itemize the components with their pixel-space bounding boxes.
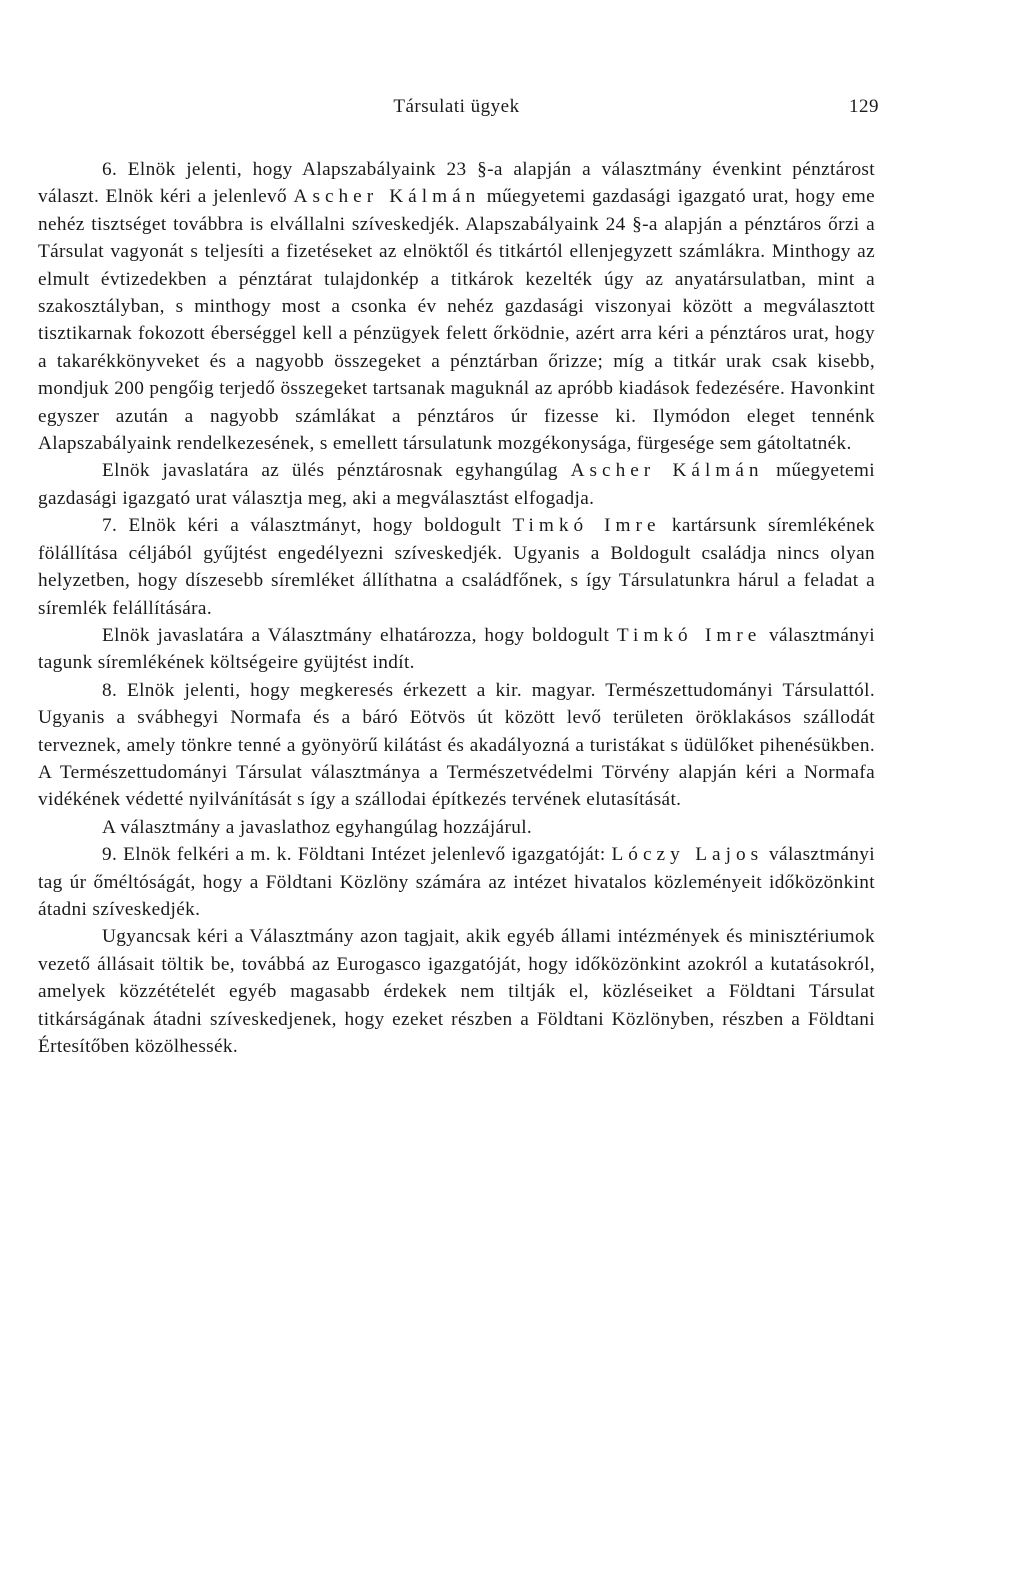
paragraph: [38, 814, 875, 841]
text-run: Elnök javaslatára a Választmány elhatározza, hogy boldogult: [102, 624, 617, 646]
text-run: műegyetemi gazdasági igazgató urat választja meg, aki a megválasztást elfogadja.: [38, 460, 875, 509]
paragraph: [38, 841, 875, 923]
document-page: [38, 60, 879, 1060]
running-head: [38, 60, 879, 117]
spaced-name: Timkó Imre: [512, 515, 661, 537]
running-head-title: Társulati ügyek: [393, 96, 520, 117]
paragraph: [38, 457, 875, 512]
text-run: 6. Elnök jelenti, hogy Alapszabályaink 23 §-a alapján a választmány évenkint pénztárost választ. Elnök kéri a jelenlevő: [38, 159, 875, 208]
paragraph: [38, 923, 875, 1060]
spaced-name: Timkó Imre: [616, 624, 762, 646]
text-run: kartársunk síremlékének fölállítása céljából gyűjtést engedélyezni szíveskedjék. Ugyanis a Boldogult családja nincs olyan helyzetben, hogy díszesebb síremléket állíthatna a családfőnek, s így Társulatunkra hárul a feladat a síremlék felállítására.: [38, 515, 875, 619]
text-run: 9. Elnök felkéri a m. k. Földtani Intézet jelenlevő igazgatóját:: [102, 844, 612, 866]
paragraph: [38, 512, 875, 622]
spaced-name: Ascher Kálmán: [570, 460, 764, 482]
text-run: Elnök javaslatára az ülés pénztárosnak egyhangúlag: [102, 460, 571, 482]
text-run: választmányi tagunk síremlékének költségeire gyüjtést indít.: [38, 624, 875, 674]
text-run: Ugyancsak kéri a Választmány azon tagjait, akik egyéb állami intézmények és minisztériumok vezető állásait töltik be, továbbá az Eurogasco igazgatóját, hogy időközönkint azokról a kutatásokról, amelyek közzétételét egyéb magasabb érdekek nem tiltják el, közléseiket a Földtani Társulat titkárságának átadni szíveskedjenek, hogy ezeket részben a Földtani Közlönyben, részben a Földtani Értesítőben közölhessék.: [38, 926, 875, 1057]
spaced-name: Lóczy Lajos: [611, 844, 764, 866]
text-run: 7. Elnök kéri a választmányt, hogy boldogult: [102, 515, 513, 537]
text-run: műegyetemi gazdasági igazgató urat, hogy eme nehéz tisztséget továbbra is elvállalni szíveskedjék. Alapszabályaink 24 §-a alapján a pénztáros őrzi a Társulat vagyonát s teljesíti a fizetéseket az elnöktől és titkártól ellenjegyzett számlákra. Minthogy az elmult évtizedekben a pénztárat tulajdonkép a titkárok kezelték úgy az anyatársulatban, mint a szakosztályban, s minthogy most a csonka év nehéz gazdasági viszonyai között a megválasztott tisztikarnak fokozott éberséggel kell a pénzügyek felett őrködnie, azért arra kéri a pénztáros urat, hogy a takarékkönyveket és a nagyobb összegeket a pénztárban őrizze; míg a titkár urak csak kisebb, mondjuk 200 pengőig terjedő összegeket tartsanak maguknál az apróbb kiadások fedezésére. Havonkint egyszer azután a nagyobb számlákat a pénztáros úr fizesse ki. Ilymódon eleget tennénk Alapszabályaink rendelkezesének, s emellett társulatunk mozgékonysága, fürgesége sem gátoltatnék.: [38, 186, 875, 455]
text-run: A választmány a javaslathoz egyhangúlag hozzájárul.: [102, 816, 533, 838]
paragraph: [38, 677, 875, 814]
paragraph: [38, 622, 875, 677]
body-text: [38, 156, 875, 1060]
spaced-name: Ascher Kálmán: [293, 186, 481, 208]
text-run: 8. Elnök jelenti, hogy megkeresés érkezett a kir. magyar. Természettudományi Társulattól. Ugyanis a svábhegyi Normafa és a báró Eötvös út között levő területen öröklakásos szállodát terveznek, amely tönkre tenné a gyönyörű kilátást és akadályozná a turistákat s üdülőket pihenésükben. A Természettudományi Társulat választmánya a Természetvédelmi Törvény alapján kéri a Normafa vidékének védetté nyilvánítását s így a szállodai építkezés tervének elutasítását.: [38, 679, 875, 811]
paragraph: [38, 156, 875, 457]
text-run: választmányi tag úr őméltóságát, hogy a Földtani Közlöny számára az intézet hivatalos közleményeit időközönkint átadni szíveskedjék.: [38, 844, 875, 920]
page-number: 129: [849, 96, 879, 117]
